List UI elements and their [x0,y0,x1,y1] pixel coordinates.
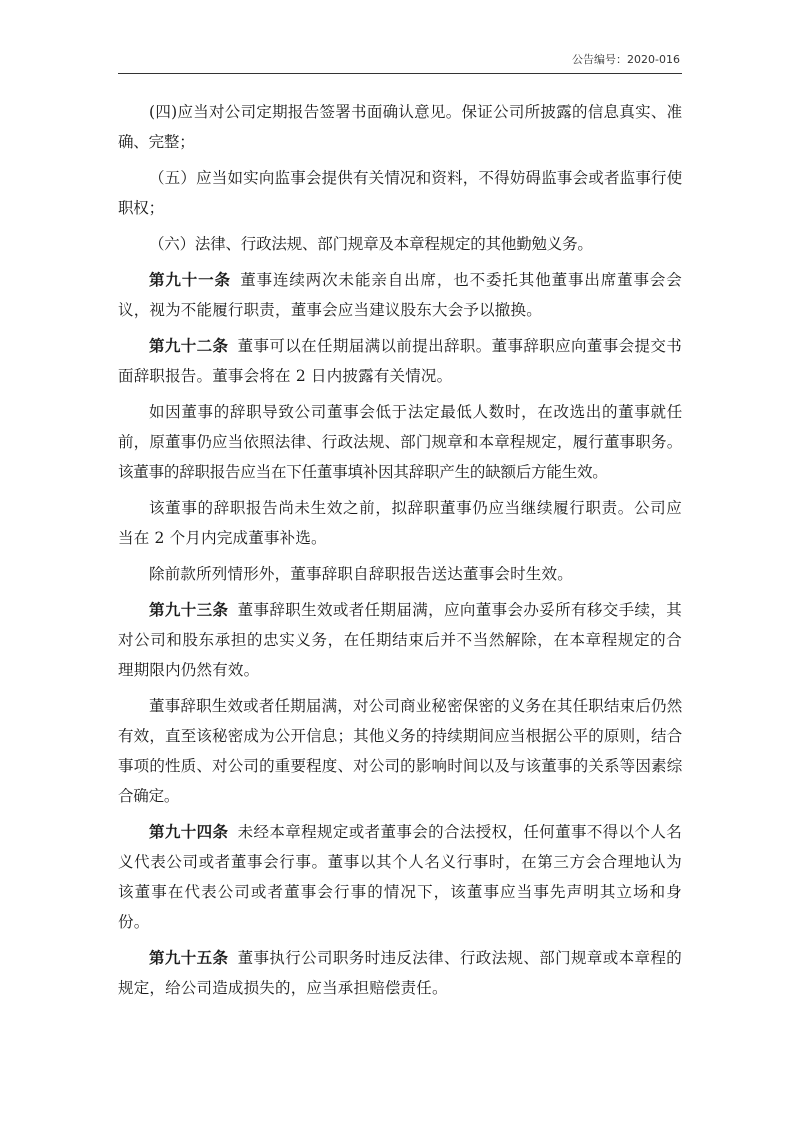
announcement-number: 公告编号：2020-016 [572,53,680,66]
page-header [118,51,682,74]
article-text: 董事辞职生效或者任期届满，应向董事会办妥所有移交手续，其对公司和股东承担的忠实义务，在任期结束后并不当然解除，在本章程规定的合理期限内仍然有效。 [118,601,682,679]
article-92-paragraph-3 [118,493,682,553]
article-92 [118,331,682,391]
article-heading: 第九十四条 [149,823,229,841]
article-94 [118,817,682,937]
paragraph-item-5 [118,163,682,223]
article-92-paragraph-4 [118,559,682,589]
article-93-paragraph-2 [118,691,682,811]
article-heading: 第九十二条 [149,337,229,355]
article-92-paragraph-2 [118,397,682,487]
article-text: 董事执行公司职务时违反法律、行政法规、部门规章或本章程的规定，给公司造成损失的，应当承担赔偿责任。 [118,949,682,997]
article-heading: 第九十一条 [149,271,231,289]
article-93 [118,595,682,685]
paragraph-text: 除前款所列情形外，董事辞职自辞职报告送达董事会时生效。 [149,565,573,583]
paragraph-text: 该董事的辞职报告尚未生效之前，拟辞职董事仍应当继续履行职责。公司应当在 2 个月内完成董事补选。 [118,499,682,547]
paragraph-text: (四)应当对公司定期报告签署书面确认意见。保证公司所披露的信息真实、准确、完整； [118,103,682,151]
article-heading: 第九十五条 [149,949,229,967]
document-body [118,97,682,1009]
paragraph-item-4 [118,97,682,157]
article-text: 未经本章程规定或者董事会的合法授权，任何董事不得以个人名义代表公司或者董事会行事。董事以其个人名义行事时，在第三方会合理地认为该董事在代表公司或者董事会行事的情况下，该董事应当事先声明其立场和身份。 [118,823,682,931]
article-text: 董事可以在任期届满以前提出辞职。董事辞职应向董事会提交书面辞职报告。董事会将在 2 日内披露有关情况。 [118,337,682,385]
paragraph-text: 如因董事的辞职导致公司董事会低于法定最低人数时，在改选出的董事就任前，原董事仍应当依照法律、行政法规、部门规章和本章程规定，履行董事职务。该董事的辞职报告应当在下任董事填补因其辞职产生的缺额后方能生效。 [118,403,682,481]
article-95 [118,943,682,1003]
article-91 [118,265,682,325]
article-heading: 第九十三条 [149,601,229,619]
article-text: 董事连续两次未能亲自出席，也不委托其他董事出席董事会会议，视为不能履行职责，董事会应当建议股东大会予以撤换。 [118,271,682,319]
paragraph-text: （五）应当如实向监事会提供有关情况和资料，不得妨碍监事会或者监事行使职权； [118,169,682,217]
paragraph-item-6 [118,229,682,259]
paragraph-text: 董事辞职生效或者任期届满，对公司商业秘密保密的义务在其任职结束后仍然有效，直至该秘密成为公开信息；其他义务的持续期间应当根据公平的原则，结合事项的性质、对公司的重要程度、对公司的影响时间以及与该董事的关系等因素综合确定。 [118,697,682,805]
paragraph-text: （六）法律、行政法规、部门规章及本章程规定的其他勤勉义务。 [149,235,593,253]
